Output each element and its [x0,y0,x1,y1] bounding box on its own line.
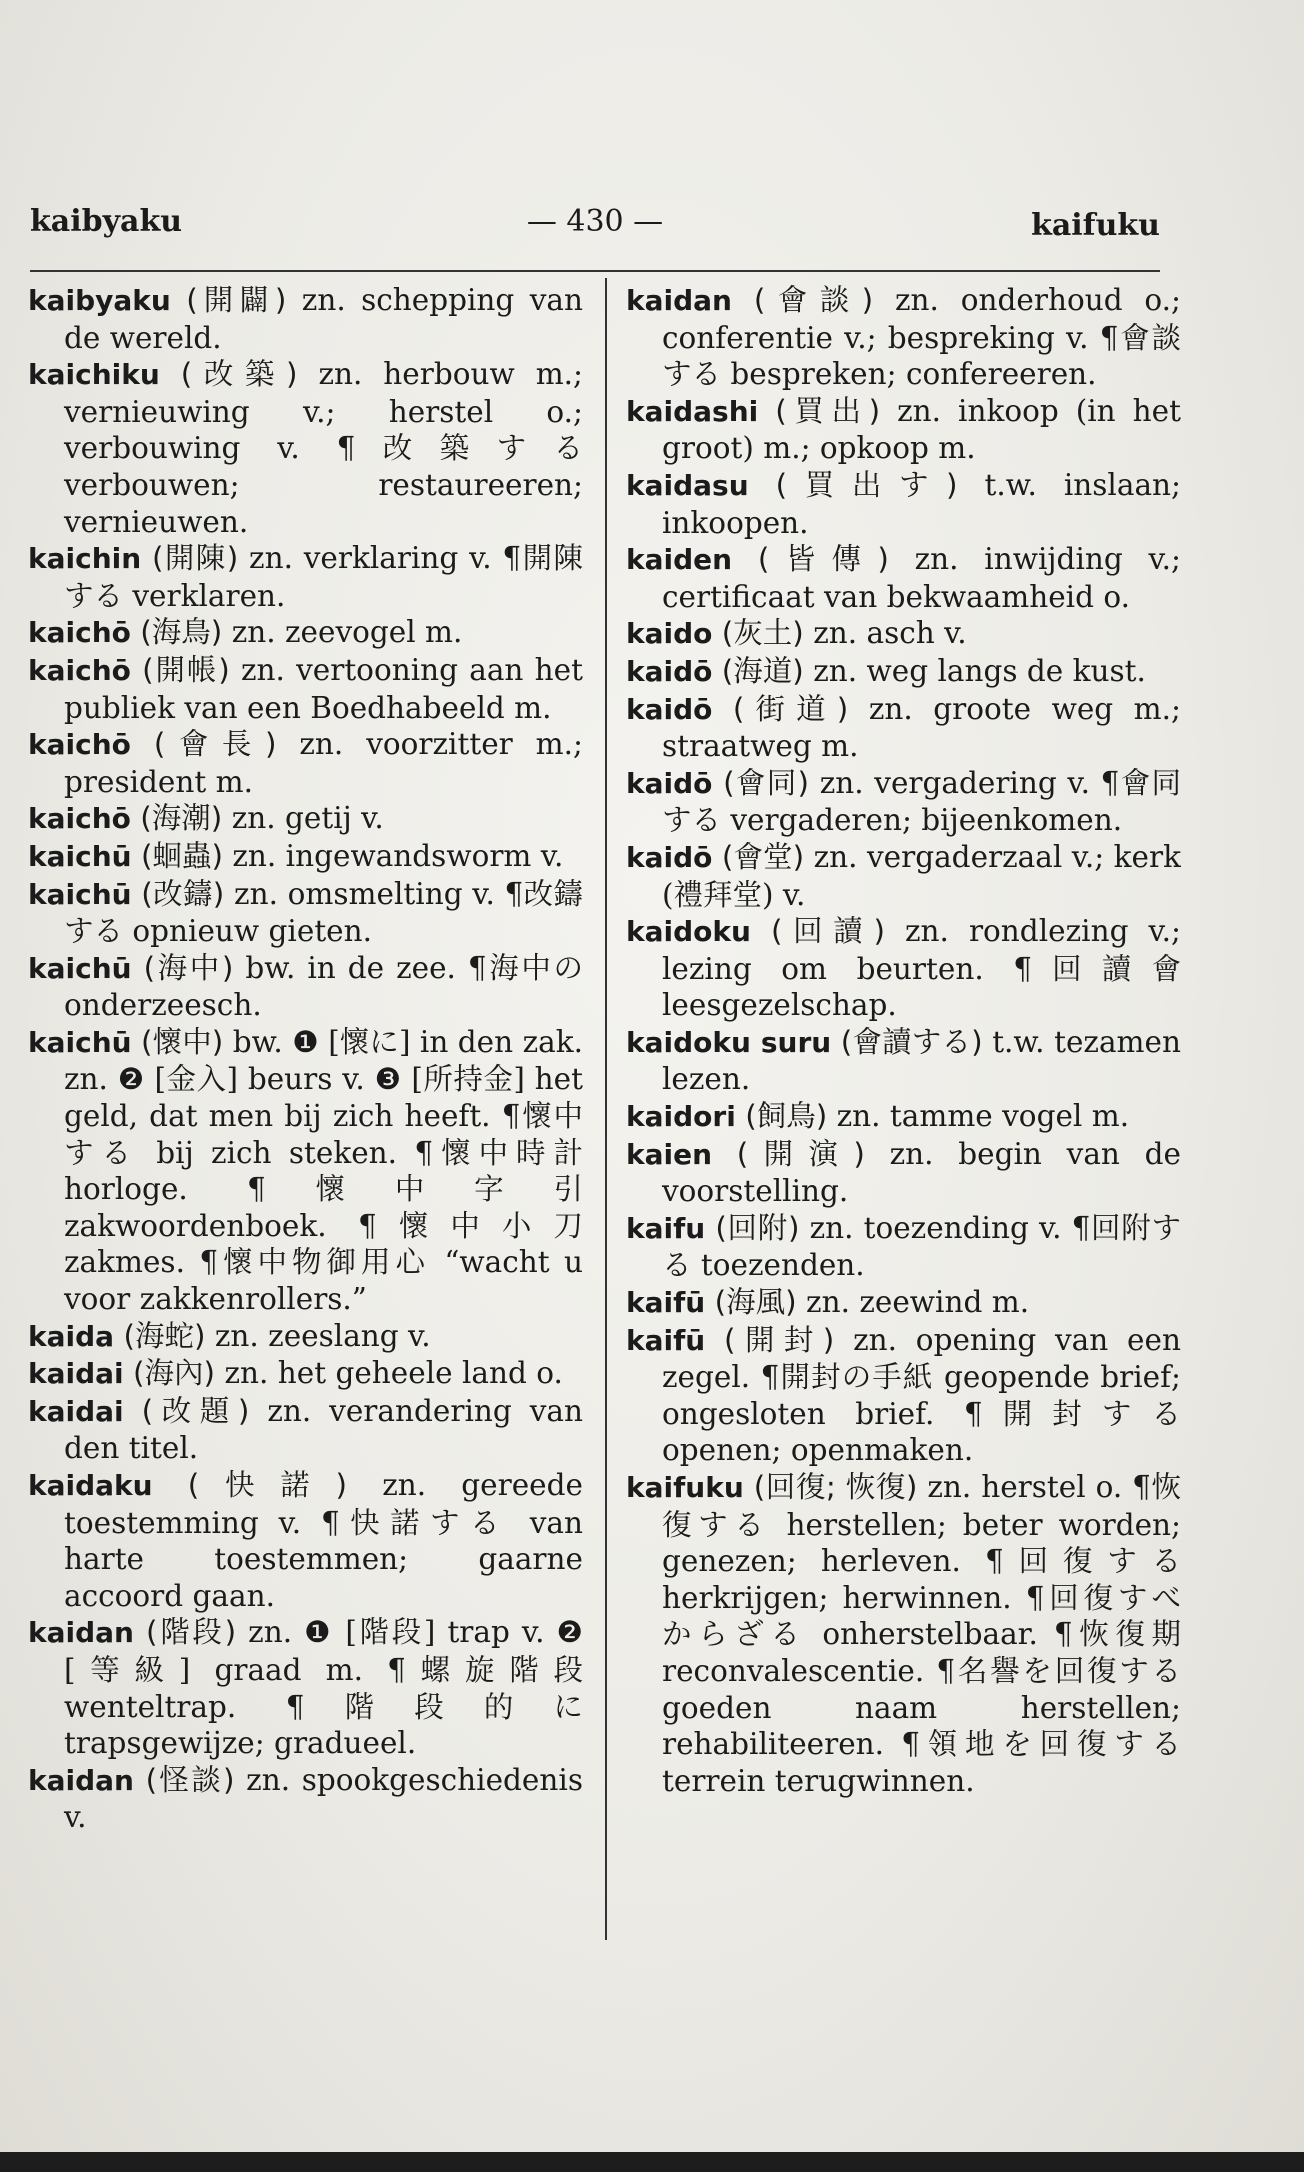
entry-definition: zn. omsmelting v. ¶改鑄する opnieuw gieten. [64,876,583,949]
entry-kanji: (海風) [714,1285,797,1320]
entry-kanji: (懷中) [141,1024,224,1059]
entry-definition: zn. herbouw m.; vernieuwing v.; herstel o.; verbouwing v. ¶改築する verbouwen; restaureeren; vernieuwen. [64,357,583,539]
entry-headword: kaidai [28,1394,124,1428]
entry-headword: kaidoku [626,915,751,949]
entry-headword: kaidō [626,654,713,688]
entry-definition: zn. getij v. [231,801,384,836]
dictionary-entry [626,467,1181,541]
entry-kanji: (會堂) [721,839,805,874]
dictionary-entry [626,393,1181,467]
entry-kanji: (皆傳) [757,542,889,577]
entry-headword: kaiden [626,543,733,577]
guide-word-left: kaibyaku [30,204,183,239]
entry-headword: kaifū [626,1286,706,1320]
entry-headword: kaidō [626,692,713,726]
entry-kanji: (灰土) [721,616,804,651]
entry-definition: zn. toezending v. ¶回附する toezenden. [662,1210,1181,1283]
entry-definition: zn. zeewind m. [806,1285,1030,1320]
entry-headword: kaidai [28,1357,124,1391]
dictionary-entry [626,691,1181,765]
entry-kanji: (會長) [153,727,277,762]
entry-kanji: (開演) [736,1136,865,1171]
dictionary-entry [28,356,583,540]
entry-definition: zn. voorzitter m.; president m. [64,727,583,799]
entry-headword: kaida [28,1319,115,1353]
entry-definition: zn. groote weg m.; straatweg m. [662,691,1181,764]
entry-headword: kaidoku suru [626,1025,832,1059]
entry-definition: zn. spookgeschiedenis v. [64,1762,583,1835]
left-column [28,282,583,1942]
entry-definition: zn. zeevogel m. [231,615,463,650]
dictionary-entry [626,765,1181,839]
entry-kanji: (開封) [724,1322,835,1357]
entry-headword: kaifuku [626,1471,744,1504]
entry-kanji: (開帳) [142,652,230,687]
entry-kanji: (會讀する) [840,1024,983,1059]
entry-kanji: (海蛇) [123,1318,206,1353]
entry-headword: kaidan [626,284,732,317]
dictionary-entry [626,1284,1181,1322]
entry-kanji: (階段) [146,1615,237,1650]
entry-kanji: (海道) [721,653,804,688]
dictionary-entry [28,1762,583,1836]
entry-kanji: (改築) [180,357,298,392]
entry-definition: bw. ❶ [懷に] in den zak. zn. ❷ [金入] beurs v. ❸ [所持金] het geld, dat men bij zich heeft. ¶懷中する bij zich steken. ¶懷中時計 horloge. ¶懷中字引 zakwoordenboek. ¶懷中小刀 zakmes. ¶懷中物御用心 “wacht u voor zakkenrollers.” [64,1024,583,1317]
entry-definition: zn. vergaderzaal v.; kerk (禮拜堂) v. [662,839,1181,912]
dictionary-entry [28,838,583,876]
entry-kanji: (飼鳥) [745,1099,828,1134]
entry-headword: kaibyaku [28,284,171,317]
entry-kanji: (快諾) [187,1468,348,1502]
entry-definition: zn. ❶ [階段] trap v. ❷ [等級] graad m. ¶螺旋階段 wenteltrap. ¶階段的に trapsgewijze; gradueel. [64,1615,583,1761]
dictionary-entry [28,540,583,614]
dictionary-entry [626,653,1181,691]
entry-kanji: (怪談) [145,1762,235,1797]
entry-definition: t.w. tezamen lezen. [662,1024,1181,1097]
entry-headword: kaidashi [626,394,759,428]
entry-definition: zn. verklaring v. ¶開陳する verklaren. [64,541,583,613]
entry-kanji: (開闢) [186,283,287,317]
entry-headword: kaichō [28,616,131,650]
dictionary-entry [28,282,583,356]
entry-definition: zn. asch v. [813,616,967,651]
entry-definition: zn. weg langs de kust. [813,653,1146,688]
dictionary-entry [28,1614,583,1761]
dictionary-entry [626,913,1181,1024]
entry-definition: zn. vertooning aan het publiek van een Boedhabeeld m. [64,652,583,725]
dictionary-entry [626,1098,1181,1136]
dictionary-entry [626,541,1181,615]
page-number: — 430 — [526,204,664,239]
guide-word-right: kaifuku [1031,208,1160,243]
entry-kanji: (回附) [715,1210,800,1245]
entry-headword: kaichin [28,542,142,576]
entry-kanji: (回讀) [770,914,885,949]
entry-definition: zn. inwijding v.; certificaat van bekwaamheid o. [662,542,1181,614]
entry-definition: zn. herstel o. ¶恢復する herstellen; beter worden; genezen; herleven. ¶回復する herkrijgen; herwinnen. ¶回復すべからざる onherstelbaar. ¶恢復期 reconvalescentie. ¶名譽を回復する goeden naam herstellen; rehabiliteeren. ¶領地を回復する terrein terugwinnen. [662,1470,1181,1798]
entry-definition: bw. in de zee. ¶海中の onderzeesch. [64,950,583,1023]
dictionary-entry [28,800,583,838]
entry-definition: zn. ingewandsworm v. [232,838,564,873]
entry-definition: zn. vergadering v. ¶會同する vergaderen; bijeenkomen. [662,765,1181,838]
entry-definition: zn. het geheele land o. [224,1356,563,1391]
entry-headword: kaichū [28,951,132,985]
entry-headword: kaidan [28,1616,134,1650]
entry-definition: zn. inkoop (in het groot) m.; opkoop m. [662,393,1181,466]
entry-headword: kaichō [28,802,131,836]
dictionary-entry [28,876,583,950]
entry-headword: kaidori [626,1100,736,1134]
entry-kanji: (開陳) [151,541,239,576]
entry-headword: kaien [626,1137,713,1171]
entry-headword: kaido [626,617,713,651]
entry-headword: kaidan [28,1763,134,1797]
entry-kanji: (買出す) [775,467,958,502]
entry-kanji: (街道) [732,691,849,726]
dictionary-entry [626,615,1181,653]
dictionary-entry [626,1469,1181,1799]
dictionary-entry [28,1467,583,1614]
dictionary-entry [28,614,583,652]
column-divider [605,278,607,1940]
entry-kanji: (蛔蟲) [140,838,223,873]
dictionary-entry [626,1136,1181,1210]
dictionary-entry [28,1355,583,1393]
entry-kanji: (會同) [723,765,809,800]
dictionary-entry [626,282,1181,393]
entry-kanji: (買出) [775,393,881,428]
dictionary-entry [626,839,1181,913]
entry-headword: kaifu [626,1211,706,1245]
entry-definition: zn. begin van de voorstelling. [662,1136,1181,1209]
header-rule [30,270,1160,272]
entry-kanji: (海中) [143,950,234,985]
entry-headword: kaichū [28,1025,132,1059]
dictionary-entry [28,726,583,800]
entry-definition: zn. rondlezing v.; lezing om beurten. ¶回讀會 leesgezelschap. [662,914,1181,1023]
entry-kanji: (改題) [141,1393,250,1428]
entry-definition: zn. schepping van de wereld. [64,283,583,355]
entry-kanji: (海鳥) [140,615,223,650]
entry-kanji: (改鑄) [141,876,225,911]
entry-kanji: (會談) [753,283,874,317]
dictionary-entry [28,1024,583,1318]
dictionary-entry [28,1318,583,1356]
entry-definition: zn. opening van een zegel. ¶開封の手紙 geopende brief; ongesloten brief. ¶開封する openen; openmaken. [662,1322,1181,1468]
entry-headword: kaichū [28,839,132,873]
entry-headword: kaichū [28,877,132,911]
running-head [30,204,1160,260]
entry-definition: zn. zeeslang v. [214,1318,431,1353]
entry-kanji: (回復; 恢復) [753,1470,918,1504]
entry-headword: kaidaku [28,1469,153,1502]
dictionary-entry [28,652,583,726]
dictionary-entry [626,1322,1181,1469]
entry-definition: zn. onderhoud o.; conferentie v.; bespreking v. ¶會談する bespreken; confereeren. [662,283,1181,392]
dictionary-entry [626,1210,1181,1284]
scan-edge [0,2152,1304,2172]
entry-headword: kaichō [28,728,131,762]
entry-kanji: (海潮) [140,801,223,836]
dictionary-entry [28,950,583,1024]
entry-headword: kaichō [28,653,131,687]
entry-headword: kaichiku [28,358,160,392]
dictionary-entry [28,1393,583,1467]
entry-definition: t.w. inslaan; inkoopen. [662,467,1181,540]
dictionary-entry [626,1024,1181,1098]
entry-headword: kaidō [626,766,713,800]
entry-definition: zn. gereede toestemming v. ¶快諾する van harte toestemmen; gaarne accoord gaan. [64,1468,583,1613]
entry-headword: kaifū [626,1323,706,1357]
right-column [626,282,1181,1942]
entry-definition: zn. tamme vogel m. [836,1099,1130,1134]
entry-kanji: (海內) [133,1356,216,1391]
entry-definition: zn. verandering van den titel. [64,1393,583,1466]
entry-headword: kaidasu [626,468,749,502]
entry-headword: kaidō [626,840,713,874]
